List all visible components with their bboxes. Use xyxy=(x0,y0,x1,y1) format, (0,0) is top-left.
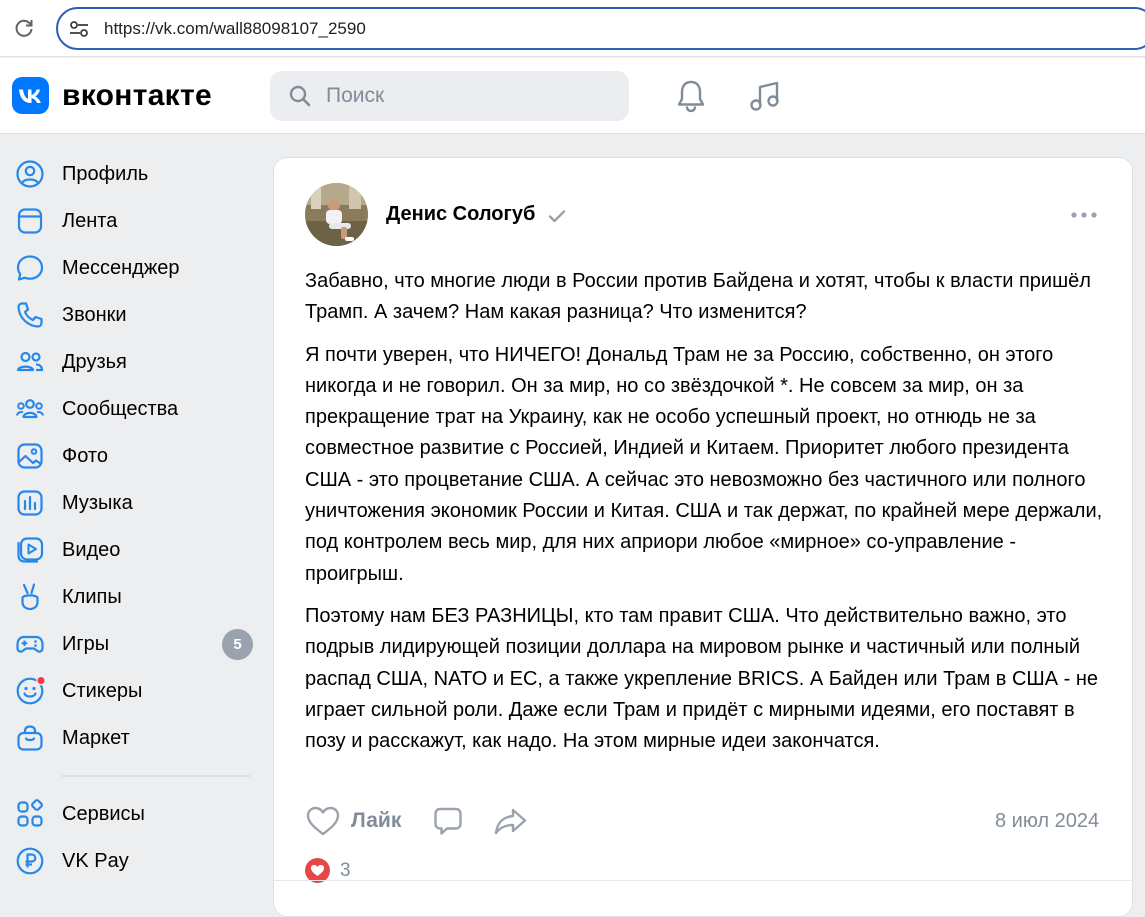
sidebar-item-friends[interactable] xyxy=(0,340,262,384)
post-date[interactable]: 8 июл 2024 xyxy=(995,810,1100,832)
avatar[interactable] xyxy=(305,183,368,246)
card-divider xyxy=(274,880,1134,881)
site-header xyxy=(0,58,1145,134)
vkpay-icon xyxy=(15,846,45,876)
sidebar-item-label: Игры xyxy=(62,632,110,655)
games-count-badge: 5 xyxy=(222,629,253,660)
search-icon xyxy=(288,84,312,108)
sidebar-item-label: Сервисы xyxy=(62,802,145,825)
sidebar-item-label: Клипы xyxy=(62,585,122,608)
site-settings-icon[interactable] xyxy=(68,19,90,39)
reaction-count: 3 xyxy=(340,859,351,881)
sidebar-item-label: Стикеры xyxy=(62,679,143,702)
share-icon[interactable] xyxy=(493,805,529,837)
sidebar-item-label: Друзья xyxy=(62,350,127,373)
sidebar-item-label: Мессенджер xyxy=(62,256,180,279)
vk-logo-icon xyxy=(12,77,49,114)
feed-icon xyxy=(15,206,45,236)
sidebar-item-label: Сообщества xyxy=(62,397,179,420)
reload-icon[interactable] xyxy=(12,16,36,40)
sidebar-item-label: Маркет xyxy=(62,726,130,749)
post-author[interactable]: Денис Сологуб xyxy=(386,203,536,225)
more-options-icon[interactable] xyxy=(1070,208,1098,222)
sidebar-item-games[interactable] xyxy=(0,622,262,666)
search-input[interactable] xyxy=(270,71,629,121)
address-bar[interactable] xyxy=(56,7,1145,50)
sidebar-item-communities[interactable] xyxy=(0,387,262,431)
sidebar-item-photo[interactable] xyxy=(0,434,262,478)
market-icon xyxy=(15,723,45,753)
verified-check-icon xyxy=(547,208,567,224)
photo-icon xyxy=(15,441,45,471)
sidebar-item-label: Профиль xyxy=(62,162,149,185)
like-label: Лайк xyxy=(351,809,402,832)
phone-icon xyxy=(15,300,45,330)
sidebar-item-label: Фото xyxy=(62,444,108,467)
sidebar-item-clips[interactable] xyxy=(0,575,262,619)
games-icon xyxy=(15,629,45,659)
friends-icon xyxy=(15,347,45,377)
sidebar-item-music[interactable] xyxy=(0,481,262,525)
post-paragraph: Забавно, что многие люди в России против Байдена и хотят, чтобы к власти пришёл Трамп. А зачем? Нам какая разница? Что изменится? xyxy=(305,270,1091,324)
video-icon xyxy=(15,535,45,565)
bell-icon[interactable] xyxy=(674,78,708,114)
logo-text: вконтакте xyxy=(62,78,212,112)
post-card xyxy=(273,157,1133,917)
sidebar-item-feed[interactable] xyxy=(0,199,262,243)
url-text[interactable]: https://vk.com/wall88098107_2590 xyxy=(104,19,366,38)
services-icon xyxy=(15,799,45,829)
sidebar-item-label: Видео xyxy=(62,538,121,561)
post-paragraph: Поэтому нам БЕЗ РАЗНИЦЫ, кто там правит США. Что действительно важно, это подрыв лидирующей позиции доллара на мировом рынке и частичный или полный распад США, NATO и ЕС, а также укрепление BRICS. А Байден или Трам в США - не играет сильной роли. Даже если Трам и придёт с мирными идеями, его поставят в позу и расскажут, как надо. На этом мирные идеи закончатся. xyxy=(305,604,1099,753)
music-icon xyxy=(15,488,45,518)
sidebar-item-label: VK Pay xyxy=(62,849,129,872)
post-text xyxy=(305,266,1105,768)
sidebar-item-market[interactable] xyxy=(0,716,262,760)
clips-icon xyxy=(15,582,45,612)
sidebar-item-stickers[interactable] xyxy=(0,669,262,713)
sidebar-item-video[interactable] xyxy=(0,528,262,572)
sidebar-item-profile[interactable] xyxy=(0,152,262,196)
sidebar-divider xyxy=(62,775,250,777)
sidebar-item-label: Звонки xyxy=(62,303,127,326)
comment-icon[interactable] xyxy=(432,805,464,837)
messenger-icon xyxy=(15,253,45,283)
communities-icon xyxy=(15,394,45,424)
vk-logo[interactable] xyxy=(12,77,212,114)
post-paragraph: Я почти уверен, что НИЧЕГО! Дональд Трам не за Россию, собственно, он этого никогда и не говорил. Он за мир, но со звёздочкой *. Не совсем за мир, он за прекращение трат на Украину, как не особо успешный проект, но отнюдь не за совместное развитие с Россией, Индией и Китаем. Приоритет любого президента США - это процветание США. А сейчас это невозможно без частичного или полного уничтожения экономик России и Китая. США и так держат, по крайней мере держали, под контролем весь мир, для них априори любое «мирное» со-управление - проигрыш. xyxy=(305,343,1103,585)
sidebar-item-label: Лента xyxy=(62,209,118,232)
stickers-icon xyxy=(15,676,45,706)
sidebar-item-vkpay[interactable] xyxy=(0,839,262,883)
heart-icon xyxy=(305,805,341,837)
sidebar-item-messenger[interactable] xyxy=(0,246,262,290)
browser-toolbar xyxy=(0,0,1145,57)
sidebar-item-services[interactable] xyxy=(0,792,262,836)
search-placeholder: Поиск xyxy=(326,84,385,107)
sidebar-item-calls[interactable] xyxy=(0,293,262,337)
notification-dot xyxy=(37,676,45,684)
like-button[interactable] xyxy=(305,805,401,837)
profile-icon xyxy=(15,159,45,189)
sidebar-item-label: Музыка xyxy=(62,491,133,514)
music-note-icon[interactable] xyxy=(747,78,783,114)
